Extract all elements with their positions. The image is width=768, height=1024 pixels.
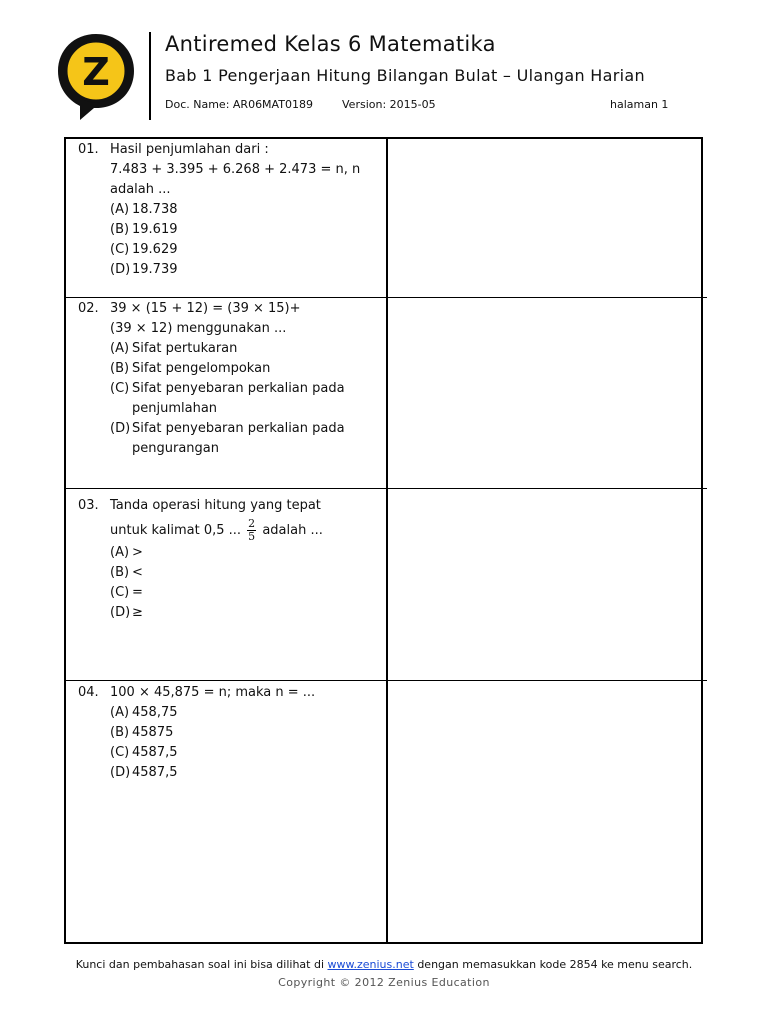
question-text: Hasil penjumlahan dari : 7.483 + 3.395 + 6.268 + 2.473 = n, n adalah ... (110, 142, 361, 197)
zenius-link[interactable]: www.zenius.net (327, 958, 414, 971)
question-number: 03. (78, 498, 99, 513)
option-b: (B) 45875 (110, 725, 174, 740)
option-a: (A) > (110, 545, 143, 560)
fraction: $\frac{2}{5}$ (248, 517, 256, 543)
row-divider (66, 488, 707, 489)
option-d: (D) 19.739 (110, 262, 178, 277)
question-text: 100 × 45,875 = n; maka n = ... (110, 685, 316, 700)
question-text: 39 × (15 + 12) = (39 × 15)+ (39 × 12) menggunakan ... (110, 301, 301, 336)
page-number: halaman 1 (610, 98, 669, 111)
option-d: (D) 4587,5 (110, 765, 178, 780)
option-c: (C) Sifat penyebaran perkalian pada penjumlahan (110, 381, 345, 416)
option-c: (C) 19.629 (110, 242, 178, 257)
option-b: (B) 19.619 (110, 222, 178, 237)
question-01 (78, 140, 372, 280)
doc-version: Version: 2015-05 (342, 98, 436, 111)
question-number: 04. (78, 685, 99, 700)
copyright: Copyright © 2012 Zenius Education (278, 976, 490, 989)
option-b: (B) < (110, 565, 143, 580)
question-grid (64, 137, 703, 944)
question-text: Tanda operasi hitung yang tepat (110, 498, 321, 513)
option-d: (D) Sifat penyebaran perkalian pada pengurangan (110, 421, 345, 456)
option-d: (D) ≥ (110, 605, 143, 620)
question-02 (78, 299, 372, 459)
document-subtitle: Bab 1 Pengerjaan Hitung Bilangan Bulat – Ulangan Harian (165, 66, 645, 85)
footer-note: Kunci dan pembahasan soal ini bisa dilihat di www.zenius.net dengan memasukkan kode 2854 ke menu search. (75, 958, 693, 971)
row-divider (66, 680, 707, 681)
document-title: Antiremed Kelas 6 Matematika (165, 32, 496, 56)
option-a: (A) 18.738 (110, 202, 178, 217)
option-b: (B) Sifat pengelompokan (110, 361, 271, 376)
question-04 (78, 683, 372, 783)
question-text-line2: untuk kalimat 0,5 ... $\frac{2}{5}$ adalah ... (110, 517, 323, 543)
option-a: (A) Sifat pertukaran (110, 341, 238, 356)
header-divider (149, 32, 151, 120)
logo-letter: Z (82, 50, 110, 94)
question-number: 02. (78, 301, 99, 316)
option-c: (C) = (110, 585, 143, 600)
row-divider (66, 297, 707, 298)
column-divider (386, 139, 388, 942)
doc-name: Doc. Name: AR06MAT0189 (165, 98, 313, 111)
option-a: (A) 458,75 (110, 705, 178, 720)
zenius-logo (54, 30, 138, 122)
option-c: (C) 4587,5 (110, 745, 178, 760)
question-03 (78, 496, 372, 623)
question-number: 01. (78, 142, 99, 157)
